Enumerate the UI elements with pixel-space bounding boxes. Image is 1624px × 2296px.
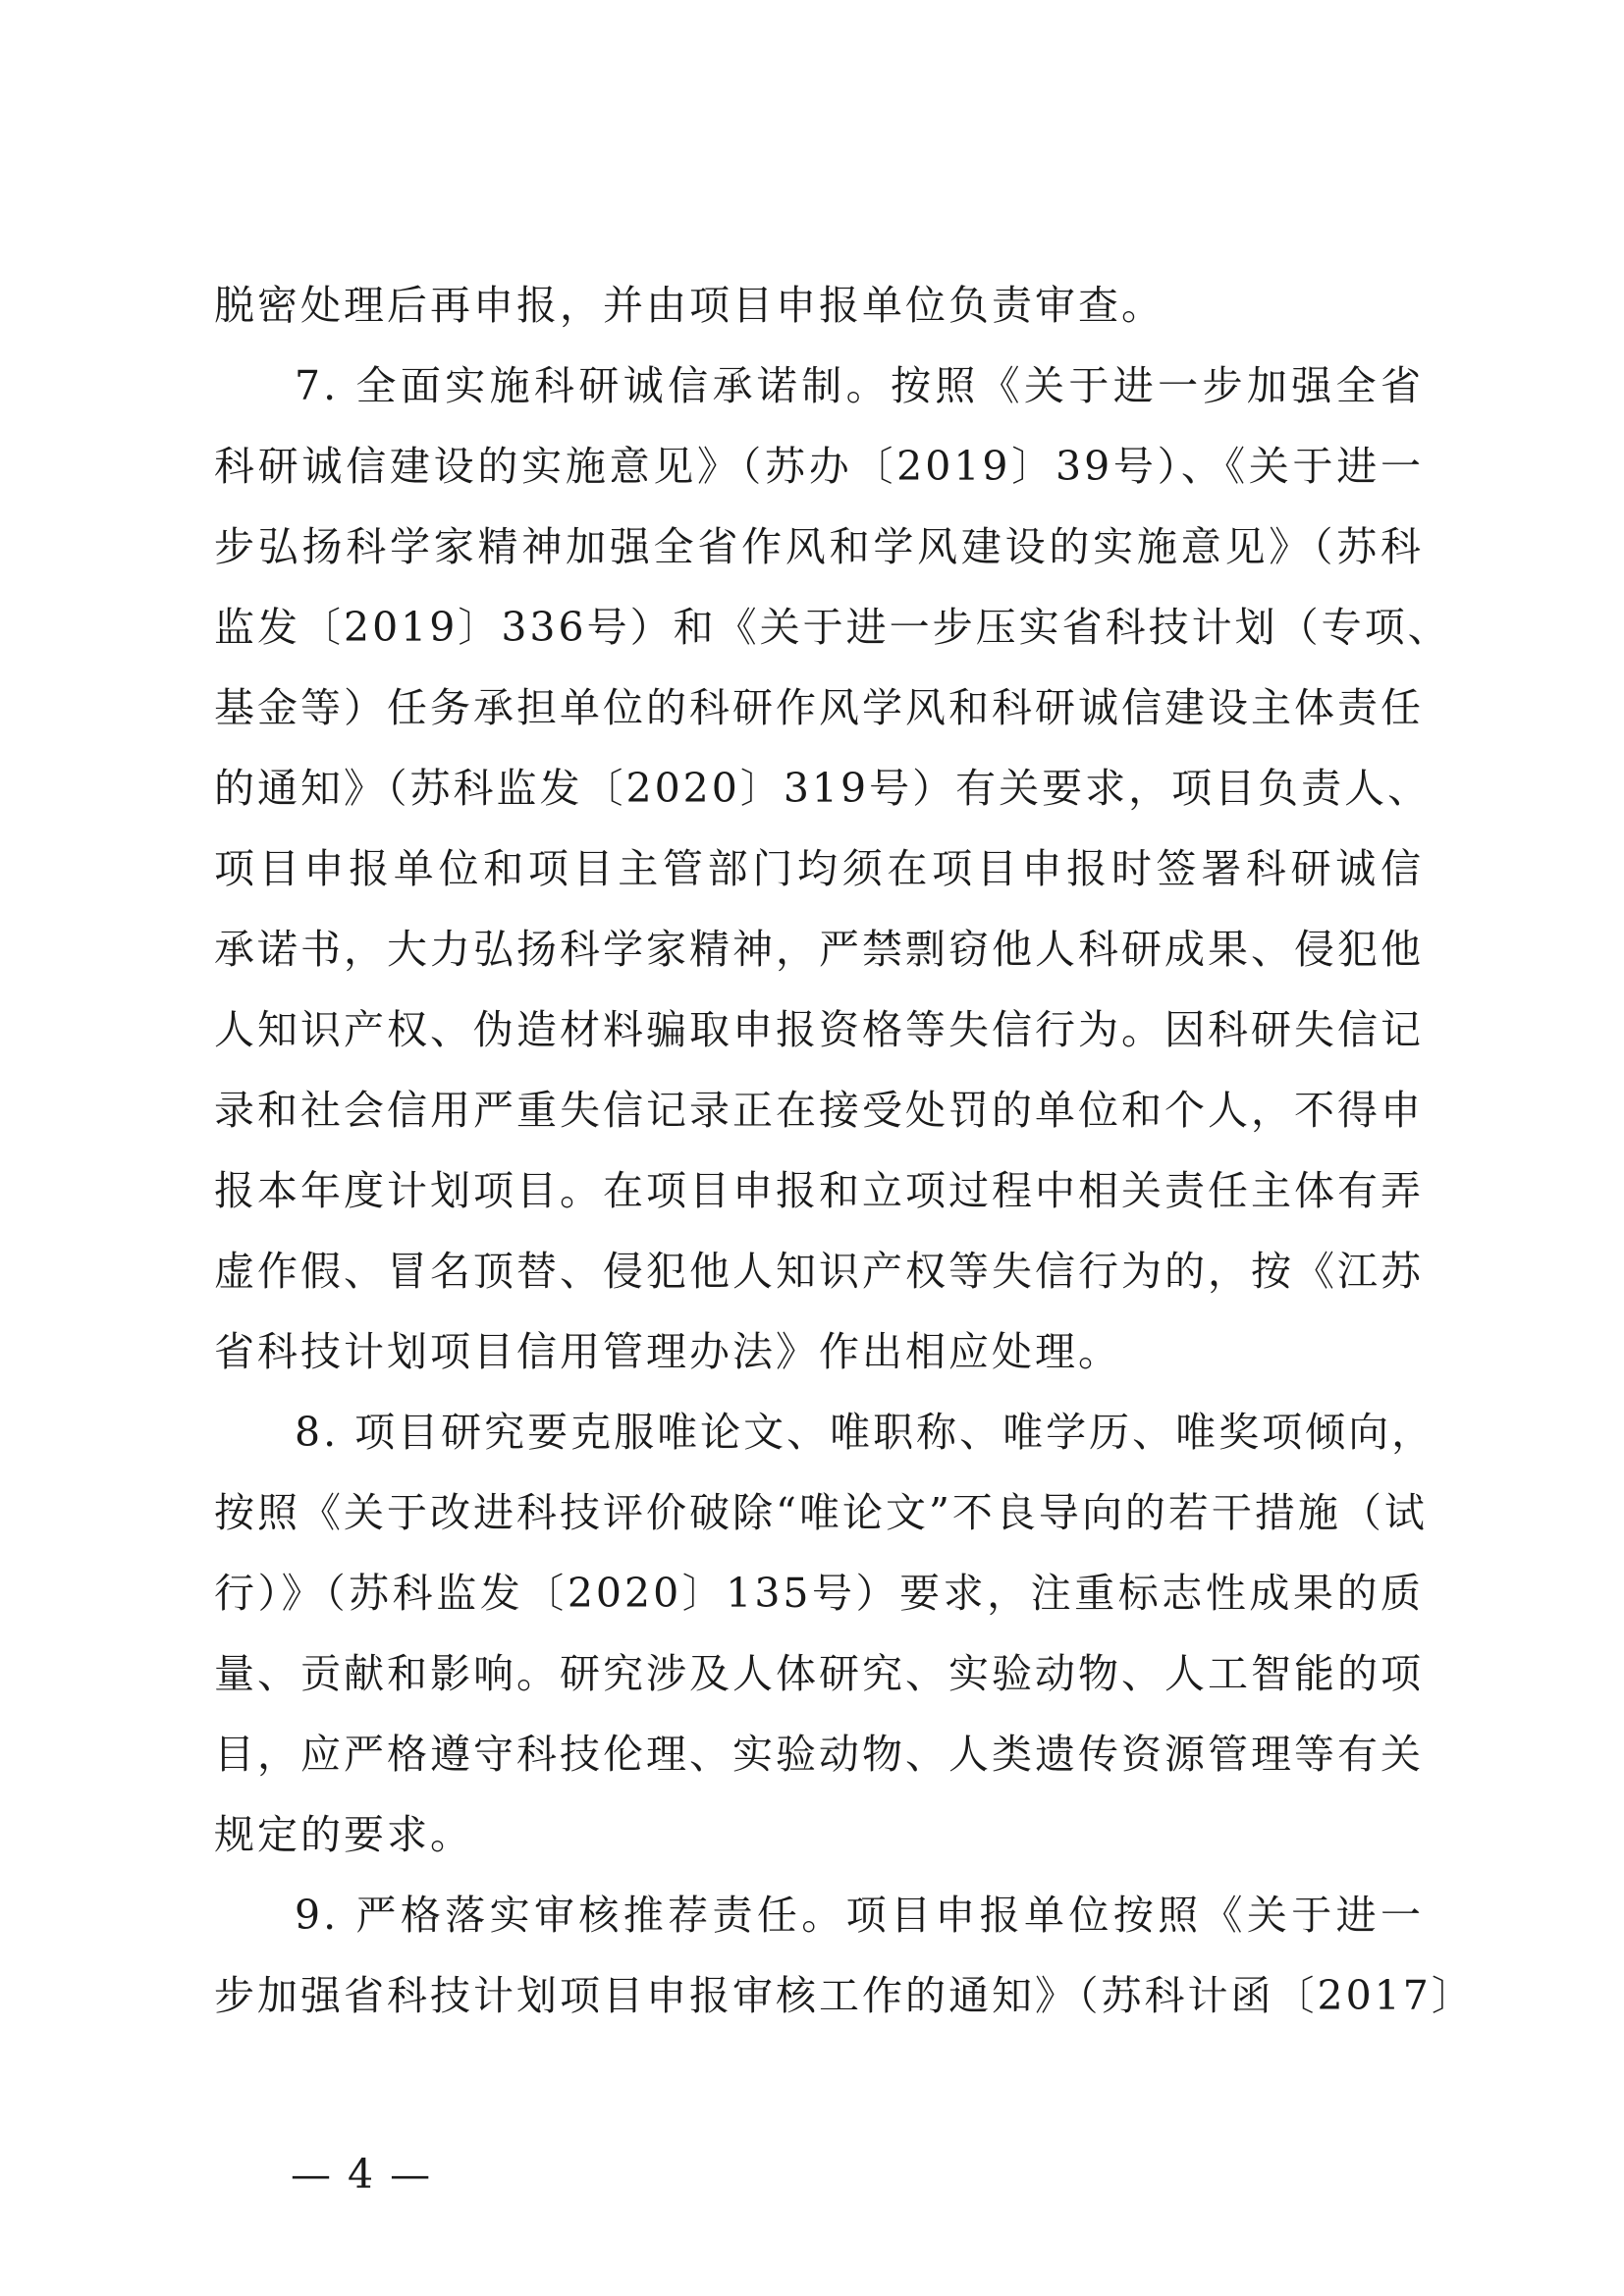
paragraph-8-first-line: 8. 项目研究要克服唯论文、唯职称、唯学历、唯奖项倾向，	[295, 1409, 1435, 1456]
text-line: 项目申报单位和项目主管部门均须在项目申报时签署科研诚信	[214, 845, 1424, 892]
page-number: — 4 —	[291, 2151, 433, 2198]
text-line: 目，应严格遵守科技伦理、实验动物、人类遗传资源管理等有关	[214, 1731, 1424, 1778]
text-line: 行）》（苏科监发〔2020〕135号）要求，注重标志性成果的质	[214, 1570, 1424, 1617]
text-line: 按照《关于改进科技评价破除“唯论文”不良导向的若干措施（试	[214, 1489, 1428, 1536]
text-line: 省科技计划项目信用管理办法》作出相应处理。	[214, 1328, 1121, 1375]
text-line: 科研诚信建设的实施意见》（苏办〔2019〕39号）、《关于进一	[214, 443, 1424, 490]
text-line: 虚作假、冒名顶替、侵犯他人知识产权等失信行为的，按《江苏	[214, 1248, 1424, 1295]
text-line: 人知识产权、伪造材料骗取申报资格等失信行为。因科研失信记	[214, 1006, 1424, 1053]
text-line: 录和社会信用严重失信记录正在接受处罚的单位和个人，不得申	[214, 1087, 1424, 1134]
text-line: 步弘扬科学家精神加强全省作风和学风建设的实施意见》（苏科	[214, 523, 1424, 570]
text-line: 脱密处理后再申报，并由项目申报单位负责审查。	[214, 282, 1164, 329]
paragraph-9-first-line: 9. 严格落实审核推荐责任。项目申报单位按照《关于进一	[295, 1892, 1424, 1939]
text-line: 报本年度计划项目。在项目申报和立项过程中相关责任主体有弄	[214, 1167, 1424, 1214]
body-text	[214, 265, 1475, 2036]
text-line: 量、贡献和影响。研究涉及人体研究、实验动物、人工智能的项	[214, 1650, 1424, 1697]
text-line: 承诺书，大力弘扬科学家精神，严禁剽窃他人科研成果、侵犯他	[214, 926, 1424, 973]
text-line: 规定的要求。	[214, 1811, 473, 1858]
paragraph-7-first-line: 7. 全面实施科研诚信承诺制。按照《关于进一步加强全省	[295, 362, 1424, 409]
text-line: 基金等）任务承担单位的科研作风学风和科研诚信建设主体责任	[214, 684, 1424, 731]
text-line: 监发〔2019〕336号）和《关于进一步压实省科技计划（专项、	[214, 604, 1451, 651]
text-line: 的通知》（苏科监发〔2020〕319号）有关要求，项目负责人、	[214, 765, 1432, 812]
text-line: 步加强省科技计划项目申报审核工作的通知》（苏科计函〔2017〕	[214, 1972, 1475, 2019]
